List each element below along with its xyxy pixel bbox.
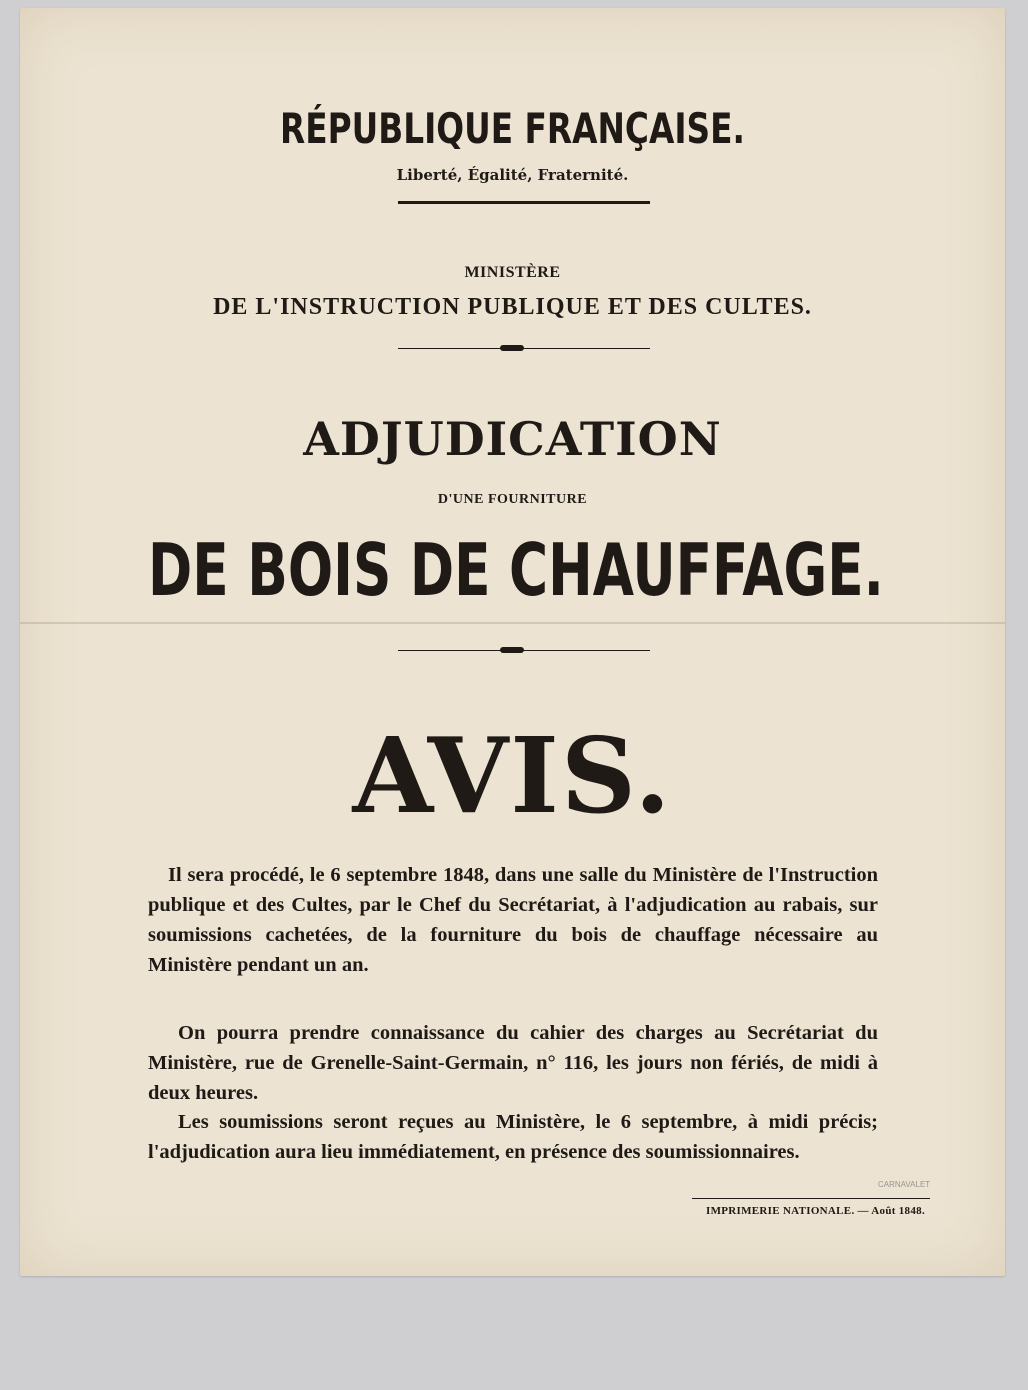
imprint-line: IMPRIMERIE NATIONALE. — Août 1848. [706,1205,926,1217]
republique-title: RÉPUBLIQUE FRANÇAISE. [280,104,745,153]
fourniture-subtitle: D'UNE FOURNITURE [437,492,588,507]
avis-paragraph-2: On pourra prendre connaissance du cahier des charges au Secrétariat du Ministère, rue de Grenelle-Saint-Germain, n° 116, les jours non fériés, de midi à deux heures. [148,1022,878,1104]
imprint-rule [692,1198,930,1199]
avis-heading: AVIS. [352,714,673,837]
ministere-label: MINISTÈRE [464,264,561,281]
divider-rule-avis [398,650,650,651]
divider-ornament-ministere [500,345,524,351]
museum-stamp: CARNAVALET [878,1180,931,1189]
bois-de-chauffage-title: DE BOIS DE CHAUFFAGE. [148,528,884,612]
avis-paragraph-3: Les soumissions seront reçues au Ministère, le 6 septembre, à midi précis; l'adjudication aura lieu immédiatement, en présence des soumissionnaires. [148,1111,878,1163]
paper-fold [20,622,1005,624]
poster-sheet [20,8,1005,1276]
divider-rule-ministere [398,348,650,349]
adjudication-title: ADJUDICATION [303,412,722,466]
devise: Liberté, Égalité, Fraternité. [396,166,629,184]
divider-rule-top [398,201,650,204]
avis-paragraph-1: Il sera procédé, le 6 septembre 1848, dans une salle du Ministère de l'Instruction publique et des Cultes, par le Chef du Secrétariat, à l'adjudication au rabais, sur soumissions cachetées, de la fourniture du bois de chauffage nécessaire au Ministère pendant un an. [148,864,878,976]
divider-ornament-avis [500,647,524,653]
ministere-name: DE L'INSTRUCTION PUBLIQUE ET DES CULTES. [213,294,812,320]
